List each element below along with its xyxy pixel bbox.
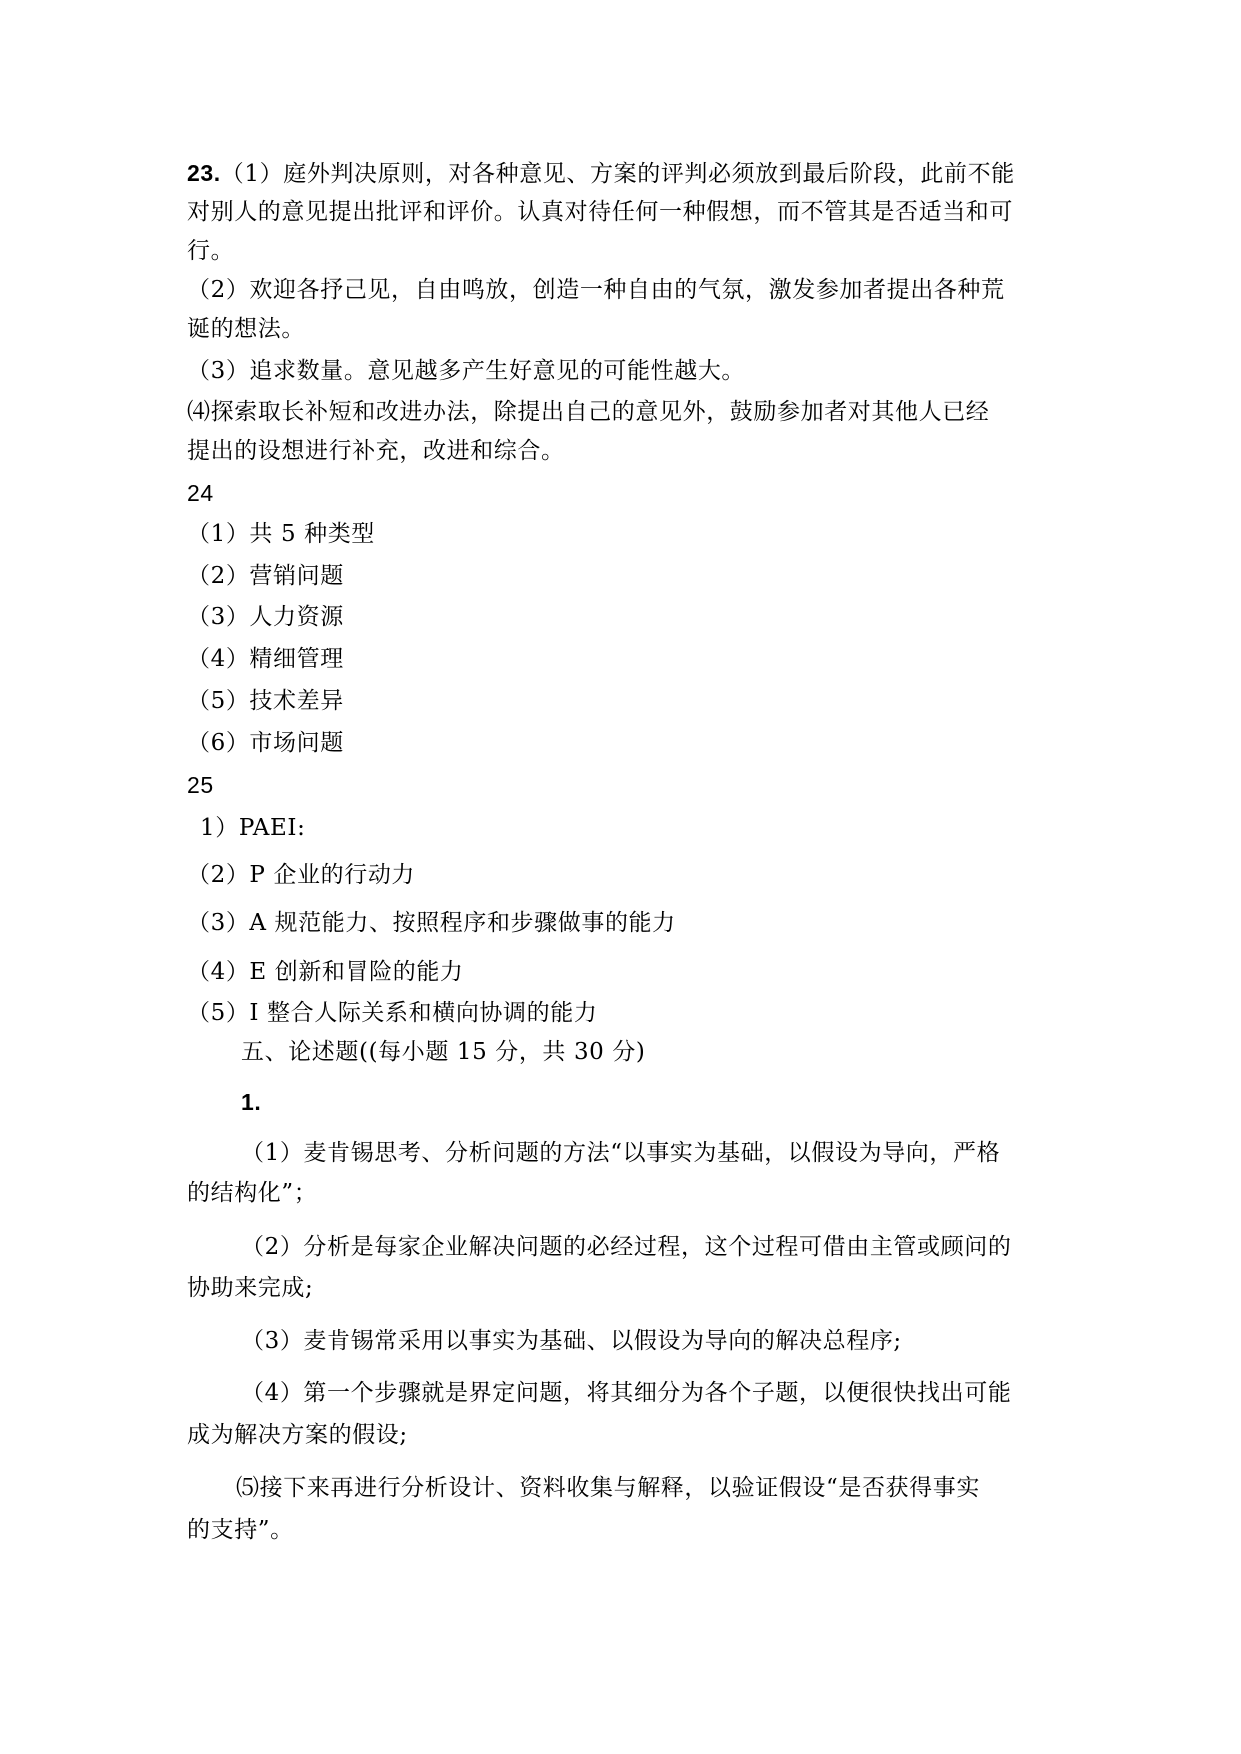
section5-p2-line-1: （2）分析是每家企业解决问题的必经过程，这个过程可借由主管或顾问的 xyxy=(241,1234,1012,1260)
q23-item4-line-2: 提出的设想进行补充，改进和综合。 xyxy=(187,438,565,464)
q24-item-3: （3）人力资源 xyxy=(187,604,344,630)
q24-number: 24 xyxy=(187,480,214,506)
q23-line-2: 对别人的意见提出批评和评价。认真对待任何一种假想，而不管其是否适当和可 xyxy=(187,199,1013,225)
q23-item2-line-2: 诞的想法。 xyxy=(187,316,305,342)
q25-number: 25 xyxy=(187,772,214,798)
q23-item3: （3）追求数量。意见越多产生好意见的可能性越大。 xyxy=(187,358,746,384)
q23-number: 23. xyxy=(187,160,221,186)
q25-item-2: （2）P 企业的行动力 xyxy=(187,862,416,888)
q24-item-2: （2）营销问题 xyxy=(187,563,344,589)
q25-item-3: （3）A 规范能力、按照程序和步骤做事的能力 xyxy=(187,910,676,936)
section5-p1-line-2: 的结构化”； xyxy=(187,1180,318,1206)
section5-p5-line-2: 的支持”。 xyxy=(187,1517,294,1543)
q25-item-1: 1）PAEI: xyxy=(200,815,306,841)
q24-item-1: （1）共 5 种类型 xyxy=(187,521,375,547)
q25-item-4: （4）E 创新和冒险的能力 xyxy=(187,959,464,985)
q23-line-3: 行。 xyxy=(187,238,235,264)
section5-q1-number: 1. xyxy=(241,1089,262,1115)
q23-item2-line-1: （2）欢迎各抒己见，自由鸣放，创造一种自由的气氛，激发参加者提出各种荒 xyxy=(187,277,1005,303)
q24-item-5: （5）技术差异 xyxy=(187,688,344,714)
q23-line-1 xyxy=(187,158,1015,189)
q25-item-5: （5）I 整合人际关系和横向协调的能力 xyxy=(187,1000,598,1026)
q23-item1-text: （1）庭外判决原则，对各种意见、方案的评判必须放到最后阶段，此前不能 xyxy=(220,161,1015,187)
section5-p4-line-1: （4）第一个步骤就是界定问题，将其细分为各个子题，以便很快找出可能 xyxy=(241,1380,1012,1406)
q23-item4-line-1: ⑷探索取长补短和改进办法，除提出自己的意见外，鼓励参加者对其他人已经 xyxy=(187,399,990,425)
section5-p2-line-2: 协助来完成; xyxy=(187,1275,314,1301)
section5-p3-line-1: （3）麦肯锡常采用以事实为基础、以假设为导向的解决总程序; xyxy=(241,1328,902,1354)
section5-p4-line-2: 成为解决方案的假设; xyxy=(187,1422,408,1448)
q24-item-6: （6）市场问题 xyxy=(187,730,344,756)
q24-item-4: （4）精细管理 xyxy=(187,646,344,672)
section5-heading: 五、论述题((每小题 15 分，共 30 分) xyxy=(241,1039,646,1065)
section5-p5-line-1: ⑸接下来再进行分析设计、资料收集与解释，以验证假设“是否获得事实 xyxy=(236,1475,980,1501)
section5-p1-line-1: （1）麦肯锡思考、分析问题的方法“以事实为基础，以假设为导向，严格 xyxy=(241,1140,1001,1166)
